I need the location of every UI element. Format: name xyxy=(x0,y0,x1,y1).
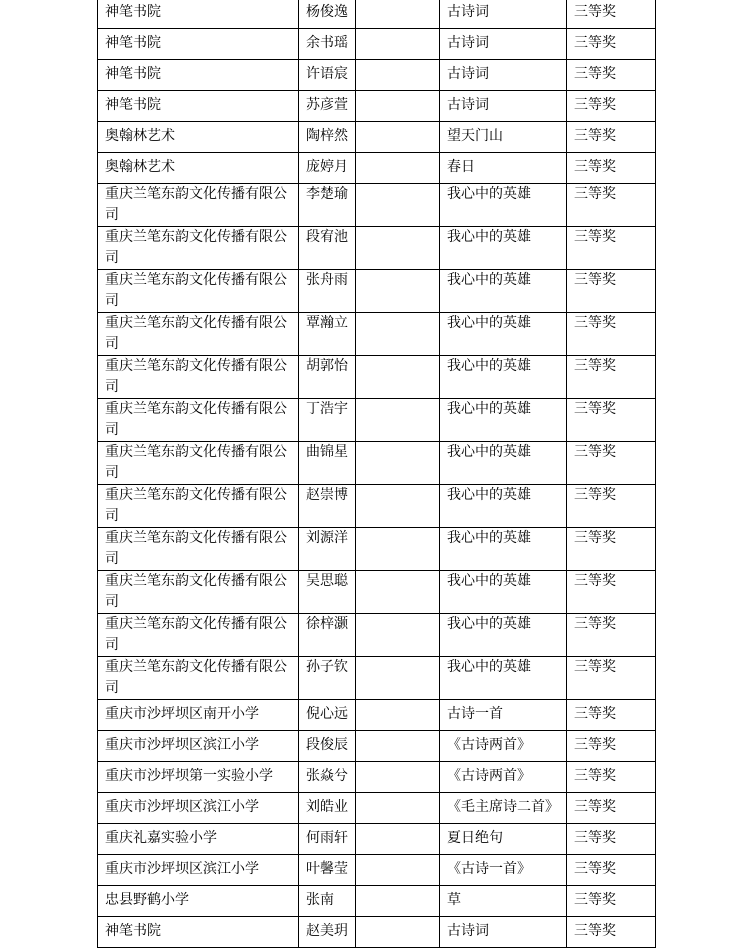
work-cell: 望天门山 xyxy=(440,122,567,153)
name-cell: 孙子钦 xyxy=(299,657,356,700)
name-cell: 陶梓然 xyxy=(299,122,356,153)
name-cell: 张南 xyxy=(299,886,356,917)
table-row xyxy=(98,571,656,614)
table-row xyxy=(98,270,656,313)
table-row xyxy=(98,313,656,356)
table-row xyxy=(98,153,656,184)
org-cell: 重庆兰笔东韵文化传播有限公司 xyxy=(98,313,299,356)
work-cell: 我心中的英雄 xyxy=(440,399,567,442)
name-cell: 曲锦星 xyxy=(299,442,356,485)
name-cell: 丁浩宇 xyxy=(299,399,356,442)
name-cell: 张焱兮 xyxy=(299,762,356,793)
work-cell: 我心中的英雄 xyxy=(440,571,567,614)
prize-cell: 三等奖 xyxy=(567,886,656,917)
prize-cell: 三等奖 xyxy=(567,122,656,153)
org-cell: 重庆兰笔东韵文化传播有限公司 xyxy=(98,227,299,270)
table-row xyxy=(98,29,656,60)
awards-table-body xyxy=(98,0,656,948)
name-cell: 余书瑶 xyxy=(299,29,356,60)
work-cell: 古诗词 xyxy=(440,60,567,91)
org-cell: 重庆兰笔东韵文化传播有限公司 xyxy=(98,442,299,485)
org-cell: 神笔书院 xyxy=(98,29,299,60)
work-cell: 古诗一首 xyxy=(440,700,567,731)
empty-cell xyxy=(356,60,440,91)
work-cell: 我心中的英雄 xyxy=(440,313,567,356)
name-cell: 胡郭怡 xyxy=(299,356,356,399)
work-cell: 《古诗一首》 xyxy=(440,855,567,886)
table-row xyxy=(98,886,656,917)
name-cell: 徐梓灏 xyxy=(299,614,356,657)
prize-cell: 三等奖 xyxy=(567,227,656,270)
empty-cell xyxy=(356,313,440,356)
work-cell: 我心中的英雄 xyxy=(440,485,567,528)
prize-cell: 三等奖 xyxy=(567,29,656,60)
prize-cell: 三等奖 xyxy=(567,184,656,227)
prize-cell: 三等奖 xyxy=(567,399,656,442)
name-cell: 刘皓业 xyxy=(299,793,356,824)
empty-cell xyxy=(356,399,440,442)
name-cell: 何雨轩 xyxy=(299,824,356,855)
table-row xyxy=(98,122,656,153)
work-cell: 《古诗两首》 xyxy=(440,731,567,762)
work-cell: 我心中的英雄 xyxy=(440,270,567,313)
name-cell: 刘源洋 xyxy=(299,528,356,571)
table-row xyxy=(98,762,656,793)
empty-cell xyxy=(356,442,440,485)
work-cell: 我心中的英雄 xyxy=(440,657,567,700)
name-cell: 段宥池 xyxy=(299,227,356,270)
empty-cell xyxy=(356,153,440,184)
org-cell: 神笔书院 xyxy=(98,60,299,91)
prize-cell: 三等奖 xyxy=(567,153,656,184)
name-cell: 赵崇博 xyxy=(299,485,356,528)
empty-cell xyxy=(356,485,440,528)
empty-cell xyxy=(356,528,440,571)
table-row xyxy=(98,657,656,700)
prize-cell: 三等奖 xyxy=(567,657,656,700)
prize-cell: 三等奖 xyxy=(567,60,656,91)
org-cell: 重庆兰笔东韵文化传播有限公司 xyxy=(98,614,299,657)
prize-cell: 三等奖 xyxy=(567,824,656,855)
org-cell: 重庆兰笔东韵文化传播有限公司 xyxy=(98,485,299,528)
prize-cell: 三等奖 xyxy=(567,528,656,571)
table-row xyxy=(98,227,656,270)
name-cell: 覃瀚立 xyxy=(299,313,356,356)
name-cell: 李楚瑜 xyxy=(299,184,356,227)
name-cell: 段俊辰 xyxy=(299,731,356,762)
work-cell: 我心中的英雄 xyxy=(440,528,567,571)
empty-cell xyxy=(356,91,440,122)
table-row xyxy=(98,917,656,948)
awards-table xyxy=(97,0,656,948)
table-row xyxy=(98,855,656,886)
prize-cell: 三等奖 xyxy=(567,91,656,122)
table-row xyxy=(98,91,656,122)
org-cell: 重庆兰笔东韵文化传播有限公司 xyxy=(98,356,299,399)
prize-cell: 三等奖 xyxy=(567,793,656,824)
empty-cell xyxy=(356,571,440,614)
org-cell: 重庆兰笔东韵文化传播有限公司 xyxy=(98,571,299,614)
org-cell: 重庆兰笔东韵文化传播有限公司 xyxy=(98,184,299,227)
work-cell: 夏日绝句 xyxy=(440,824,567,855)
name-cell: 倪心远 xyxy=(299,700,356,731)
empty-cell xyxy=(356,184,440,227)
prize-cell: 三等奖 xyxy=(567,356,656,399)
work-cell: 我心中的英雄 xyxy=(440,227,567,270)
org-cell: 重庆兰笔东韵文化传播有限公司 xyxy=(98,528,299,571)
table-row xyxy=(98,528,656,571)
empty-cell xyxy=(356,0,440,29)
name-cell: 杨俊逸 xyxy=(299,0,356,29)
table-row xyxy=(98,824,656,855)
table-row xyxy=(98,184,656,227)
prize-cell: 三等奖 xyxy=(567,313,656,356)
org-cell: 重庆市沙坪坝第一实验小学 xyxy=(98,762,299,793)
empty-cell xyxy=(356,29,440,60)
empty-cell xyxy=(356,731,440,762)
name-cell: 庞婷月 xyxy=(299,153,356,184)
table-row xyxy=(98,356,656,399)
work-cell: 我心中的英雄 xyxy=(440,184,567,227)
work-cell: 古诗词 xyxy=(440,917,567,948)
prize-cell: 三等奖 xyxy=(567,855,656,886)
work-cell: 《古诗两首》 xyxy=(440,762,567,793)
work-cell: 我心中的英雄 xyxy=(440,356,567,399)
name-cell: 吴思聪 xyxy=(299,571,356,614)
work-cell: 春日 xyxy=(440,153,567,184)
org-cell: 重庆兰笔东韵文化传播有限公司 xyxy=(98,657,299,700)
table-row xyxy=(98,793,656,824)
empty-cell xyxy=(356,122,440,153)
name-cell: 叶馨莹 xyxy=(299,855,356,886)
table-row xyxy=(98,0,656,29)
prize-cell: 三等奖 xyxy=(567,485,656,528)
org-cell: 重庆兰笔东韵文化传播有限公司 xyxy=(98,270,299,313)
table-row xyxy=(98,700,656,731)
empty-cell xyxy=(356,657,440,700)
empty-cell xyxy=(356,227,440,270)
work-cell: 古诗词 xyxy=(440,29,567,60)
prize-cell: 三等奖 xyxy=(567,700,656,731)
org-cell: 神笔书院 xyxy=(98,917,299,948)
work-cell: 古诗词 xyxy=(440,91,567,122)
empty-cell xyxy=(356,793,440,824)
empty-cell xyxy=(356,886,440,917)
work-cell: 我心中的英雄 xyxy=(440,614,567,657)
empty-cell xyxy=(356,270,440,313)
empty-cell xyxy=(356,700,440,731)
name-cell: 许语宸 xyxy=(299,60,356,91)
table-row xyxy=(98,731,656,762)
prize-cell: 三等奖 xyxy=(567,442,656,485)
org-cell: 重庆礼嘉实验小学 xyxy=(98,824,299,855)
table-row xyxy=(98,442,656,485)
work-cell: 我心中的英雄 xyxy=(440,442,567,485)
prize-cell: 三等奖 xyxy=(567,917,656,948)
org-cell: 重庆市沙坪坝区滨江小学 xyxy=(98,731,299,762)
prize-cell: 三等奖 xyxy=(567,270,656,313)
empty-cell xyxy=(356,917,440,948)
empty-cell xyxy=(356,824,440,855)
org-cell: 重庆市沙坪坝区滨江小学 xyxy=(98,855,299,886)
name-cell: 张舟雨 xyxy=(299,270,356,313)
prize-cell: 三等奖 xyxy=(567,571,656,614)
org-cell: 奥翰林艺术 xyxy=(98,153,299,184)
table-row xyxy=(98,60,656,91)
name-cell: 赵美玥 xyxy=(299,917,356,948)
org-cell: 奥翰林艺术 xyxy=(98,122,299,153)
org-cell: 神笔书院 xyxy=(98,0,299,29)
empty-cell xyxy=(356,614,440,657)
work-cell: 草 xyxy=(440,886,567,917)
work-cell: 古诗词 xyxy=(440,0,567,29)
empty-cell xyxy=(356,762,440,793)
empty-cell xyxy=(356,855,440,886)
table-row xyxy=(98,614,656,657)
org-cell: 重庆市沙坪坝区滨江小学 xyxy=(98,793,299,824)
prize-cell: 三等奖 xyxy=(567,614,656,657)
table-row xyxy=(98,399,656,442)
name-cell: 苏彦萱 xyxy=(299,91,356,122)
empty-cell xyxy=(356,356,440,399)
org-cell: 忠县野鹤小学 xyxy=(98,886,299,917)
prize-cell: 三等奖 xyxy=(567,762,656,793)
prize-cell: 三等奖 xyxy=(567,731,656,762)
org-cell: 神笔书院 xyxy=(98,91,299,122)
table-row xyxy=(98,485,656,528)
org-cell: 重庆兰笔东韵文化传播有限公司 xyxy=(98,399,299,442)
prize-cell: 三等奖 xyxy=(567,0,656,29)
work-cell: 《毛主席诗二首》 xyxy=(440,793,567,824)
org-cell: 重庆市沙坪坝区南开小学 xyxy=(98,700,299,731)
